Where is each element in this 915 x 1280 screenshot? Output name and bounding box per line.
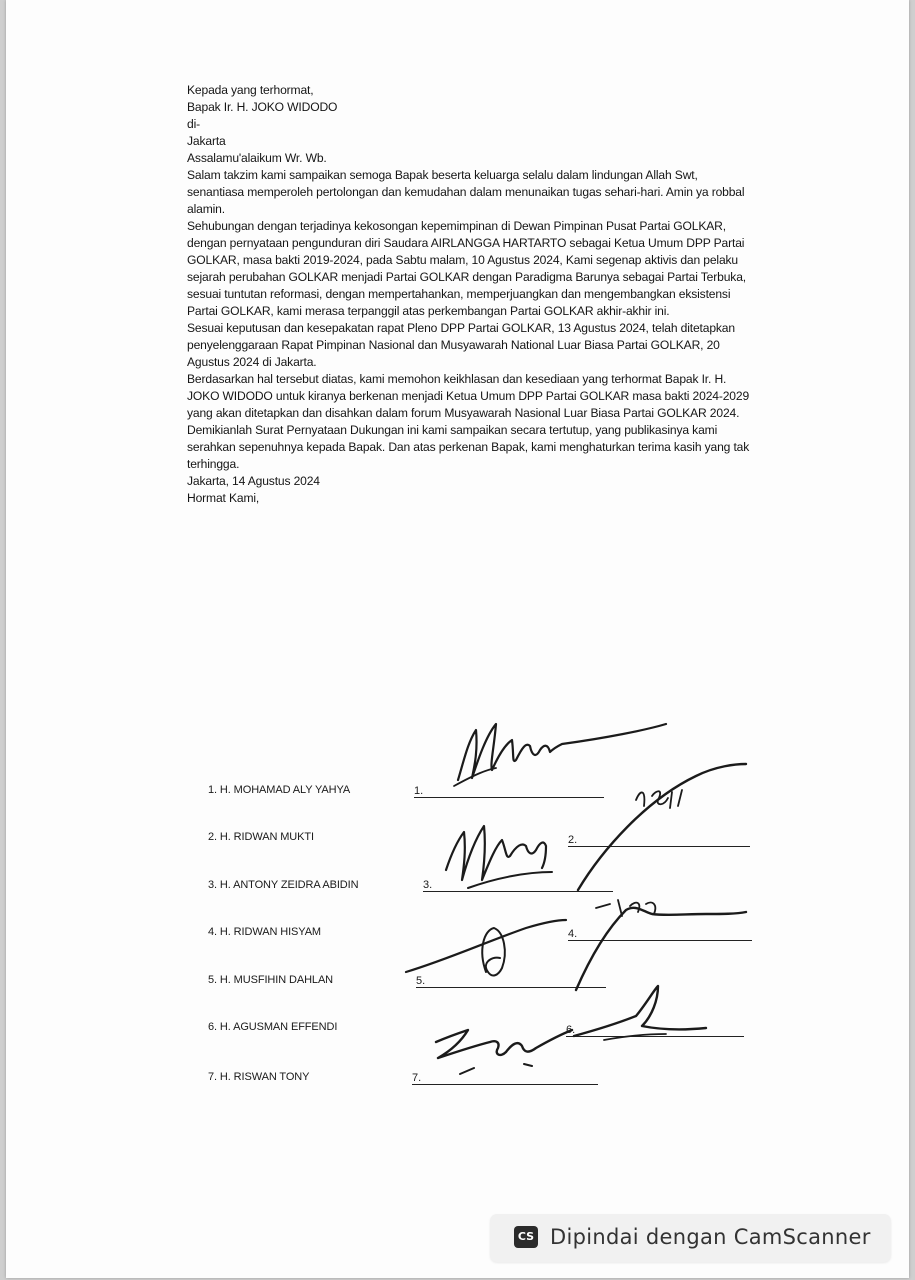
signature-6 xyxy=(574,986,706,1036)
paragraph: Sehubungan dengan terjadinya kekosongan kepemimpinan di Dewan Pimpinan Pusat Partai GOLKAR, dengan pernyataan pengunduran diri Saudara AIRLANGGA HARTARTO sebagai Ketua Umum DPP Partai GOLKAR, masa bakti 2019-2024, pada Sabtu malam, 10 Agustus 2024, Kami segenap aktivis dan pelaku sejarah perubahan GOLKAR menjadi Partai GOLKAR dengan Paradigma Barunya sebagai Partai Terbuka, sesuai tuntutan reformasi, dengan mempertahankan, memperjuangkan dan mengembangkan eksistensi Partai GOLKAR, kami merasa terpanggil atas perkembangan Partai GOLKAR akhir-akhir ini. xyxy=(187,219,746,318)
signer-name: 6. H. AGUSMAN EFFENDI xyxy=(208,1021,338,1033)
signature-5-loop xyxy=(482,928,505,975)
signature-1 xyxy=(458,724,666,780)
greeting: Assalamu'alaikum Wr. Wb. xyxy=(187,151,327,165)
signature-6-tail xyxy=(604,1034,666,1040)
scanned-letter-page xyxy=(6,0,909,1278)
signer-name: 7. H. RISWAN TONY xyxy=(208,1071,310,1083)
signature-3 xyxy=(446,826,546,880)
paragraph: Demikianlah Surat Pernyataan Dukungan ini kami sampaikan secara tertutup, yang publikasinya kami serahkan sepenuhnya kepada Bapak. Dan atas perkenan Bapak, kami menghaturkan terima kasih yang tak terhingga. xyxy=(187,423,750,471)
signature-3-base xyxy=(468,872,552,888)
camscanner-logo-icon: CS xyxy=(514,1226,538,1248)
signature-line-number: 3. xyxy=(423,879,433,891)
closing: Hormat Kami, xyxy=(187,491,260,505)
paragraph: Berdasarkan hal tersebut diatas, kami memohon keikhlasan dan kesediaan yang terhormat Bapak Ir. H. JOKO WIDODO untuk kiranya berkenan menjadi Ketua Umum DPP Partai GOLKAR masa bakti 2024-2029 yang akan ditetapkan dan disahkan dalam forum Musyawarah Nasional Luar Biasa Partai GOLKAR 2024. xyxy=(187,372,750,420)
signature-2-letters xyxy=(636,790,682,808)
signer-name: 5. H. MUSFIHIN DAHLAN xyxy=(208,974,334,986)
signer-name: 1. H. MOHAMAD ALY YAHYA xyxy=(208,784,351,796)
paragraph: Sesuai keputusan dan kesepakatan rapat Pleno DPP Partai GOLKAR, 13 Agustus 2024, telah ditetapkan penyelenggaraan Rapat Pimpinan Nasional dan Musyawarah National Luar Biasa Partai GOLKAR, 20 Agustus 2024 di Jakarta. xyxy=(187,321,735,369)
signature-4 xyxy=(576,908,746,990)
signer-name: 4. H. RIDWAN HISYAM xyxy=(208,926,321,938)
letter-date: Jakarta, 14 Agustus 2024 xyxy=(187,474,320,488)
signature-2 xyxy=(578,764,746,890)
signature-line-number: 4. xyxy=(568,928,578,940)
salutation: Kepada yang terhormat, xyxy=(187,83,314,97)
recipient: Bapak Ir. H. JOKO WIDODO xyxy=(187,100,338,114)
signature-7-dash xyxy=(460,1064,532,1074)
signature-line-number: 5. xyxy=(416,975,426,987)
signer-name: 2. H. RIDWAN MUKTI xyxy=(208,831,314,843)
camscanner-text: Dipindai dengan CamScanner xyxy=(550,1225,871,1249)
camscanner-watermark xyxy=(490,1214,891,1262)
address-city: Jakarta xyxy=(187,134,226,148)
signatures-layer xyxy=(6,0,909,1278)
signature-line-number: 7. xyxy=(412,1072,422,1084)
signature-line-number: 6. xyxy=(566,1024,576,1036)
address-di: di- xyxy=(187,117,200,131)
signature-4-letters xyxy=(596,900,655,916)
signer-name: 3. H. ANTONY ZEIDRA ABIDIN xyxy=(208,879,359,891)
signature-line-number: 1. xyxy=(414,785,424,797)
signature-7 xyxy=(436,1030,572,1058)
signature-line-number: 2. xyxy=(568,834,578,846)
paragraph: Salam takzim kami sampaikan semoga Bapak beserta keluarga selalu dalam lindungan Allah Swt, senantiasa memperoleh pertolongan dan kemudahan dalam menunaikan tugas sehari-hari. Amin ya robbal alamin. xyxy=(187,168,745,216)
